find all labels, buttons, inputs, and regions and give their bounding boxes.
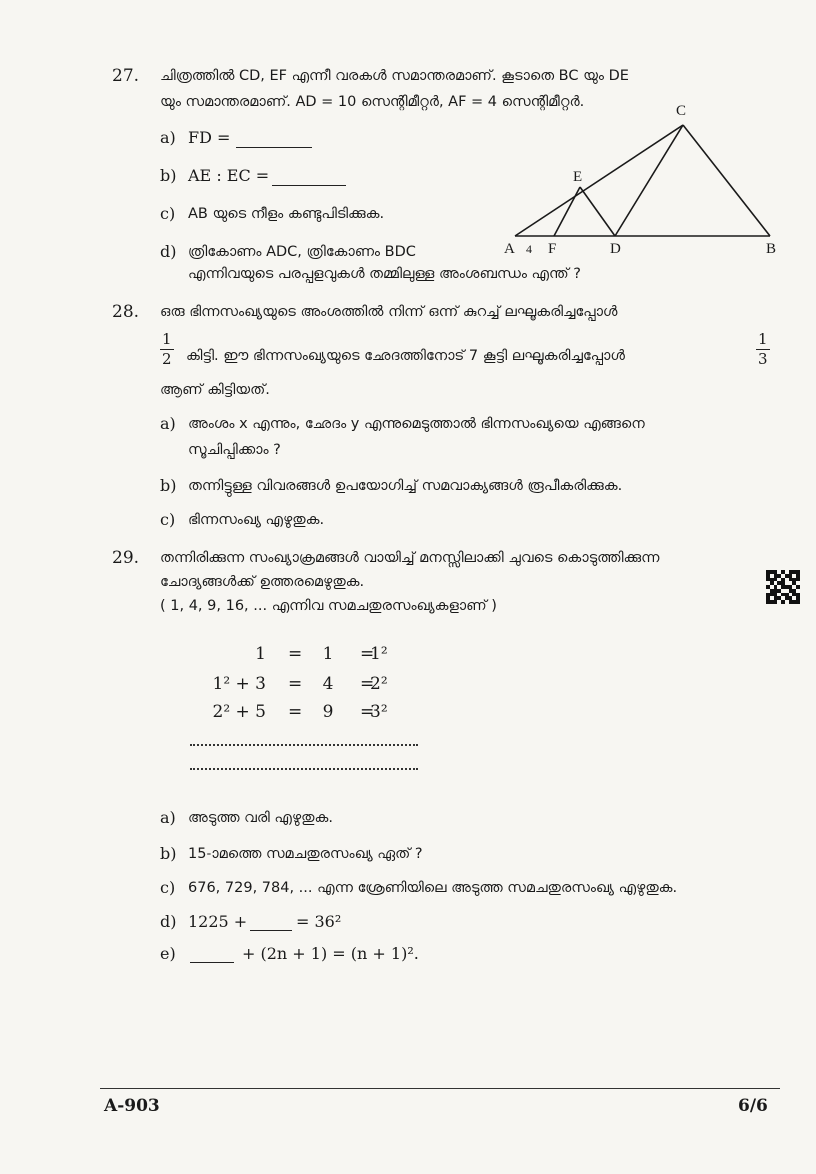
pattern-row-1-eq-1: = (288, 644, 303, 664)
q29-option-d-suffix: = 36² (296, 912, 342, 931)
label-d: D (610, 241, 621, 257)
line-ac (515, 125, 683, 236)
line-ef (554, 187, 580, 236)
line-cd (615, 125, 683, 236)
pattern-row-3-eq-2: = (360, 702, 375, 722)
pattern-row-3-left: 2² + 5 (212, 702, 266, 722)
q27-option-d-text-2: എന്നിവയുടെ പരപ്പളവുകൾ തമ്മിലുള്ള അംശബന്ധം എന്ത് ? (188, 266, 581, 282)
q29-option-b-label: b) (160, 844, 177, 863)
line-bc (683, 125, 770, 236)
q29-option-d-prefix: 1225 + (188, 912, 248, 931)
q27-option-d-label: d) (160, 242, 177, 261)
dotted-answer-line-2 (190, 768, 418, 770)
paper-code: A-903 (104, 1096, 160, 1116)
q28-option-b-text: തന്നിട്ടുള്ള വിവരങ്ങൾ ഉപയോഗിച്ച് സമവാക്യങ്ങൾ രൂപീകരിക്കുക. (188, 478, 623, 494)
q27-option-a-text: FD = (188, 128, 231, 147)
q27-option-b-text: AE : EC = (188, 166, 270, 185)
question-28-line-3: ആണ് കിട്ടിയത്. (160, 382, 270, 398)
fraction-third-denominator: 3 (758, 350, 768, 368)
q28-option-c-label: c) (160, 510, 176, 529)
q29-option-b-text: 15-ാമത്തെ സമചതുരസംഖ്യ ഏത് ? (188, 846, 423, 862)
q27-option-a-label: a) (160, 128, 176, 147)
pattern-row-3-eq-1: = (288, 702, 303, 722)
q28-option-a-label: a) (160, 414, 176, 433)
question-29-line-1: തന്നിരിക്കുന്ന സംഖ്യാക്രമങ്ങൾ വായിച്ച് മനസ്സിലാക്കി ചുവടെ കൊടുത്തിക്കുന്ന (160, 550, 660, 566)
q29-option-a-text: അടുത്ത വരി എഴുതുക. (188, 810, 333, 826)
question-29-line-2: ചോദ്യങ്ങൾക്ക് ഉത്തരമെഴുതുക. (160, 574, 365, 590)
question-28-line-1: ഒരു ഭിന്നസംഖ്യയുടെ അംശത്തിൽ നിന്ന് ഒന്ന് കുറച്ച് ലഘൂകരിച്ചപ്പോൾ (160, 304, 618, 320)
q29-option-e-text: + (2n + 1) = (n + 1)². (242, 944, 419, 963)
question-28-line-2: കിട്ടി. ഈ ഭിന്നസംഖ്യയുടെ ഛേദത്തിനോട് 7 കൂട്ടി ലഘൂകരിച്ചപ്പോൾ (186, 348, 625, 364)
label-e: E (573, 169, 583, 185)
question-27-line-2: യും സമാന്തരമാണ്. AD = 10 സെന്റിമീറ്റർ, AF = 4 സെന്റിമീറ്റർ. (160, 94, 585, 110)
q27-option-b-label: b) (160, 166, 177, 185)
label-b: B (766, 241, 777, 257)
pattern-row-1-left: 1 (255, 644, 266, 664)
pattern-row-2-right: 2² (370, 674, 388, 694)
q28-option-a-text-2: സൂചിപ്പിക്കാം ? (188, 442, 281, 458)
footer-rule (100, 1088, 780, 1089)
fraction-half-numerator: 1 (162, 330, 172, 348)
label-c: C (676, 103, 687, 119)
page-number: 6/6 (738, 1096, 768, 1116)
pattern-row-2-eq-2: = (360, 674, 375, 694)
fraction-one-half (160, 332, 174, 367)
q28-option-c-text: ഭിന്നസംഖ്യ എഴുതുക. (188, 512, 325, 528)
pattern-row-2-eq-1: = (288, 674, 303, 694)
q29-option-c-text: 676, 729, 784, ... എന്ന ശ്രേണിയിലെ അടുത്ത സമചതുരസംഖ്യ എഴുതുക. (188, 880, 678, 896)
pattern-row-2-mid: 4 (322, 674, 334, 694)
q29-option-c-label: c) (160, 878, 176, 897)
q27-option-b-blank (272, 169, 346, 186)
q27-option-c-text: AB യുടെ നീളം കണ്ടുപിടിക്കുക. (188, 206, 385, 222)
q29-option-a-label: a) (160, 808, 176, 827)
qr-code-icon (766, 570, 800, 604)
question-27-line-1: ചിത്രത്തിൽ CD, EF എന്നീ വരകൾ സമാന്തരമാണ്. കൂടാതെ BC യും DE (160, 68, 629, 84)
pattern-row-3-mid: 9 (322, 702, 334, 722)
pattern-row-2-left: 1² + 3 (212, 674, 266, 694)
triangle-figure (500, 95, 790, 265)
question-28-number: 28. (112, 302, 140, 322)
q27-option-c-label: c) (160, 204, 176, 223)
pattern-row-1-right: 1² (370, 644, 388, 664)
label-a: A (504, 241, 515, 257)
question-27-number: 27. (112, 66, 140, 86)
label-f: F (548, 241, 557, 257)
q29-option-e-blank (190, 945, 234, 963)
line-de (580, 187, 615, 236)
fraction-one-third (756, 332, 770, 367)
q27-option-a-blank (236, 131, 312, 148)
question-29-line-3: ( 1, 4, 9, 16, ... എന്നിവ സമചതുരസംഖ്യകളാണ് ) (160, 598, 497, 614)
q29-option-e-label: e) (160, 944, 176, 963)
q27-option-d-text-1: ത്രികോണം ADC, ത്രികോണം BDC (188, 244, 416, 260)
fraction-half-denominator: 2 (162, 350, 172, 368)
q29-option-d-blank (250, 913, 292, 931)
q28-option-b-label: b) (160, 476, 177, 495)
fraction-third-numerator: 1 (758, 330, 768, 348)
pattern-row-1-mid: 1 (322, 644, 334, 664)
dotted-answer-line-1 (190, 744, 418, 746)
q28-option-a-text-1: അംശം x എന്നും, ഛേദം y എന്നുമെടുത്താൽ ഭിന്നസംഖ്യയെ എങ്ങനെ (188, 416, 645, 432)
q29-option-d-label: d) (160, 912, 177, 931)
label-af-length: 4 (526, 242, 532, 256)
pattern-row-1-eq-2: = (360, 644, 375, 664)
question-29-number: 29. (112, 548, 140, 568)
pattern-row-3-right: 3² (370, 702, 388, 722)
